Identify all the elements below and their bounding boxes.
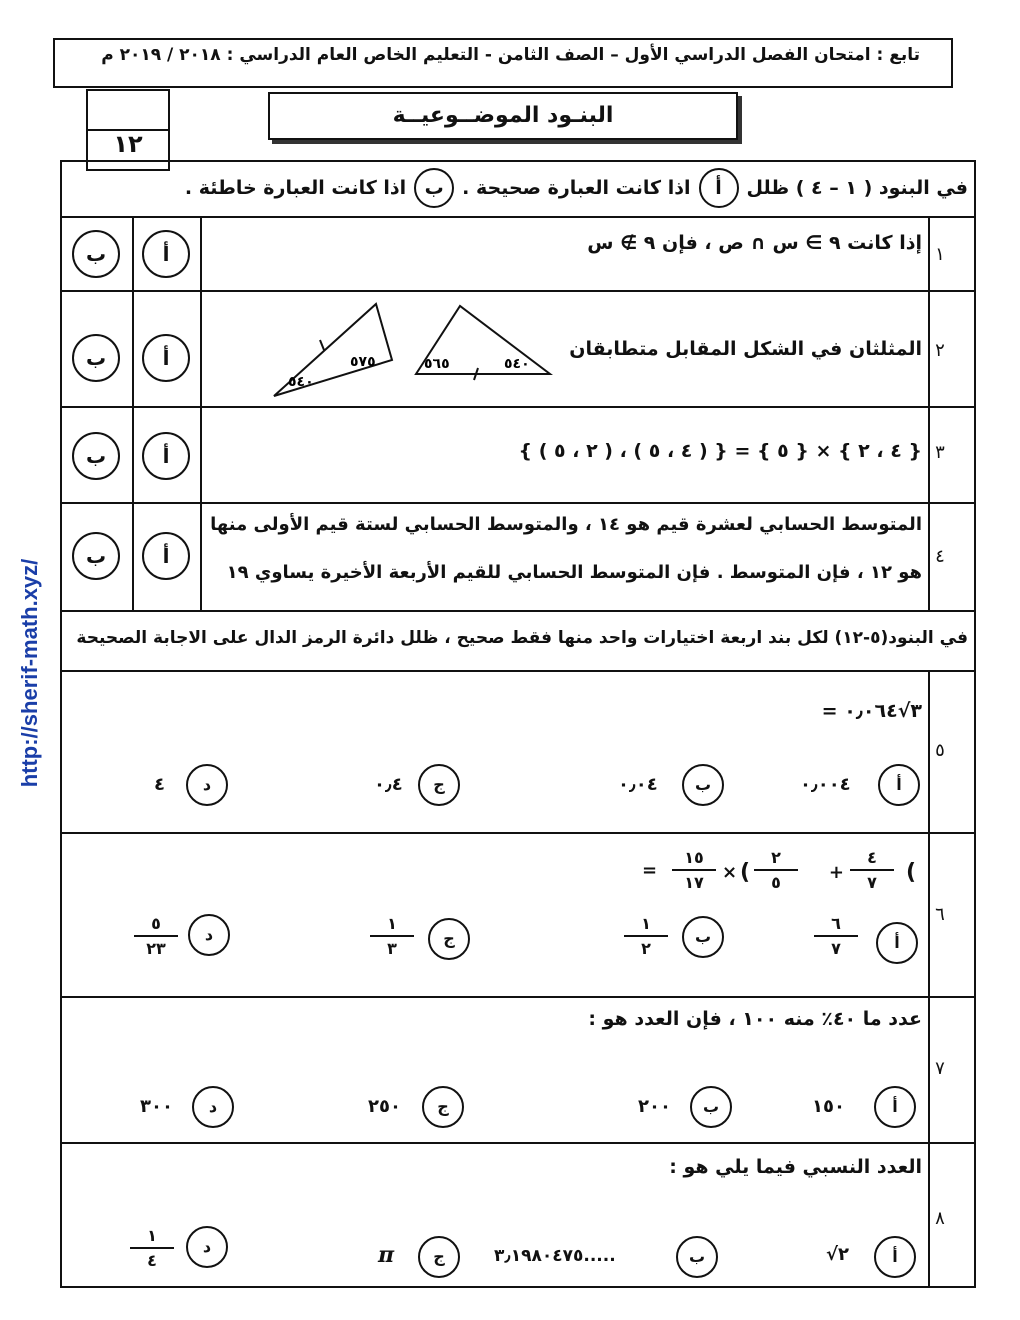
item-5-option-d-value: ٤ bbox=[154, 774, 165, 795]
item-5-choice-c[interactable]: ج bbox=[418, 764, 460, 806]
page-number: ١٢ bbox=[113, 130, 143, 158]
instr1-false-symbol: ب bbox=[414, 168, 454, 208]
item-5-option-a-value: ٠٫٠٠٤ bbox=[800, 774, 851, 795]
item-5-option-b-value: ٠٫٠٤ bbox=[618, 774, 658, 795]
item-3-option-a[interactable]: أ bbox=[142, 432, 190, 480]
angle-label-4: ٥٤٠ bbox=[504, 356, 530, 372]
item-8-option-a-value: √٢ bbox=[826, 1244, 850, 1265]
exam-header: تابع : امتحان الفصل الدراسي الأول – الصف الثامن - التعليم الخاص العام الدراسي : ٢٠١٨ / ٢٠١٩ م bbox=[101, 45, 920, 65]
item-6-q-fraction-1: ٤ ٧ bbox=[850, 848, 894, 892]
watermark-url: http://sherif-math.xyz/ bbox=[17, 558, 42, 788]
item-6-option-c-value: ١ ٣ bbox=[370, 914, 414, 958]
item-8-option-d-value: ١ ٤ bbox=[130, 1226, 174, 1270]
item-6-question: ( ٤ ٧ + ٢ ٥ ( × ١٥ ١٧ = bbox=[642, 848, 916, 892]
item-6-q-fraction-3: ١٥ ١٧ bbox=[672, 848, 716, 892]
item-8-choice-b[interactable]: ب bbox=[676, 1236, 718, 1278]
item-7-option-b-value: ٢٠٠ bbox=[638, 1096, 671, 1117]
item-7-choice-c[interactable]: ج bbox=[422, 1086, 464, 1128]
item-3-number: ٣ bbox=[935, 442, 945, 463]
item-4-line-2: هو ١٢ ، فإن المتوسط . فإن المتوسط الحسابي للقيم الأربعة الأخيرة يساوي ١٩ bbox=[226, 562, 922, 583]
item-3-text: { ٤ ، ٢ } × { ٥ } = { ( ٤ ، ٥ ) ، ( ٢ ، ٥ ) } bbox=[518, 440, 922, 462]
item-8-option-c-value: π bbox=[378, 1242, 395, 1268]
item-8-choice-c[interactable]: ج bbox=[418, 1236, 460, 1278]
item-7-option-d-value: ٣٠٠ bbox=[140, 1096, 173, 1117]
item-6-number: ٦ bbox=[935, 904, 945, 925]
angle-label-3: ٥٦٥ bbox=[424, 356, 450, 372]
watermark bbox=[0, 530, 60, 810]
item-6-option-d-value: ٥ ٢٣ bbox=[134, 914, 178, 958]
item-8-question: العدد النسبي فيما يلي هو : bbox=[669, 1156, 922, 1178]
item-5-choice-d[interactable]: د bbox=[186, 764, 228, 806]
section-title: البنـود الموضــوعيــة bbox=[268, 92, 738, 140]
instr1-text-b: اذا كانت العبارة صحيحة . bbox=[462, 177, 691, 199]
item-5-choice-b[interactable]: ب bbox=[682, 764, 724, 806]
item-6-choice-d[interactable]: د bbox=[188, 914, 230, 956]
item-4-option-b[interactable]: ب bbox=[72, 532, 120, 580]
item-7-question: عدد ما ٤٠٪ منه ١٠٠ ، فإن العدد هو : bbox=[588, 1008, 922, 1030]
item-1-option-b[interactable]: ب bbox=[72, 230, 120, 278]
item-7-number: ٧ bbox=[935, 1058, 945, 1079]
item-2-option-a[interactable]: أ bbox=[142, 334, 190, 382]
instr1-text-a: في البنود ( ١ – ٤ ) ظلل bbox=[746, 177, 968, 199]
item-1-text: إذا كانت ٩ ∋ س ∩ ص ، فإن ٩ ∌ س bbox=[587, 232, 922, 254]
item-8-option-b-value: ٣٫١٩٨٠٤٧٥..... bbox=[494, 1246, 616, 1266]
item-5-question: ٣√٠٫٠٦٤ = bbox=[821, 700, 922, 722]
item-8-choice-d[interactable]: د bbox=[186, 1226, 228, 1268]
item-6-option-b-value: ١ ٢ bbox=[624, 914, 668, 958]
angle-label-2: ٥٤٠ bbox=[288, 374, 314, 390]
item-6-choice-b[interactable]: ب bbox=[682, 916, 724, 958]
item-6-q-fraction-2: ٢ ٥ bbox=[754, 848, 798, 892]
item-7-choice-d[interactable]: د bbox=[192, 1086, 234, 1128]
item-8-number: ٨ bbox=[935, 1208, 945, 1229]
item-6-choice-c[interactable]: ج bbox=[428, 918, 470, 960]
instr1-text-c: اذا كانت العبارة خاطئة . bbox=[184, 177, 407, 199]
item-5-number: ٥ bbox=[935, 740, 945, 761]
item-7-option-a-value: ١٥٠ bbox=[812, 1096, 845, 1117]
instr1-true-symbol: أ bbox=[699, 168, 739, 208]
item-1-number: ١ bbox=[935, 244, 945, 265]
item-3-option-b[interactable]: ب bbox=[72, 432, 120, 480]
item-4-option-a[interactable]: أ bbox=[142, 532, 190, 580]
item-2-number: ٢ bbox=[935, 340, 945, 361]
item-5-choice-a[interactable]: أ bbox=[878, 764, 920, 806]
angle-label-1: ٥٧٥ bbox=[350, 354, 376, 370]
item-6-option-a-value: ٦ ٧ bbox=[814, 914, 858, 958]
item-4-line-1: المتوسط الحسابي لعشرة قيم هو ١٤ ، والمتوسط الحسابي لستة قيم الأولى منها bbox=[210, 514, 922, 535]
item-8-choice-a[interactable]: أ bbox=[874, 1236, 916, 1278]
item-2-text: المثلثان في الشكل المقابل متطابقان bbox=[569, 338, 922, 360]
item-6-choice-a[interactable]: أ bbox=[876, 922, 918, 964]
item-1-option-a[interactable]: أ bbox=[142, 230, 190, 278]
item-7-option-c-value: ٢٥٠ bbox=[368, 1096, 401, 1117]
item-7-choice-a[interactable]: أ bbox=[874, 1086, 916, 1128]
item-7-choice-b[interactable]: ب bbox=[690, 1086, 732, 1128]
triangles-figure bbox=[266, 294, 556, 402]
instructions-multiple-choice: في البنود(٥-١٢) لكل بند اربعة اختيارات واحد منها فقط صحيح ، ظلل دائرة الرمز الدال على الاجابة الصحيحة bbox=[76, 628, 968, 648]
item-2-option-b[interactable]: ب bbox=[72, 334, 120, 382]
instructions-true-false bbox=[185, 168, 968, 208]
item-5-option-c-value: ٠٫٤ bbox=[374, 774, 403, 795]
item-4-number: ٤ bbox=[935, 546, 945, 567]
